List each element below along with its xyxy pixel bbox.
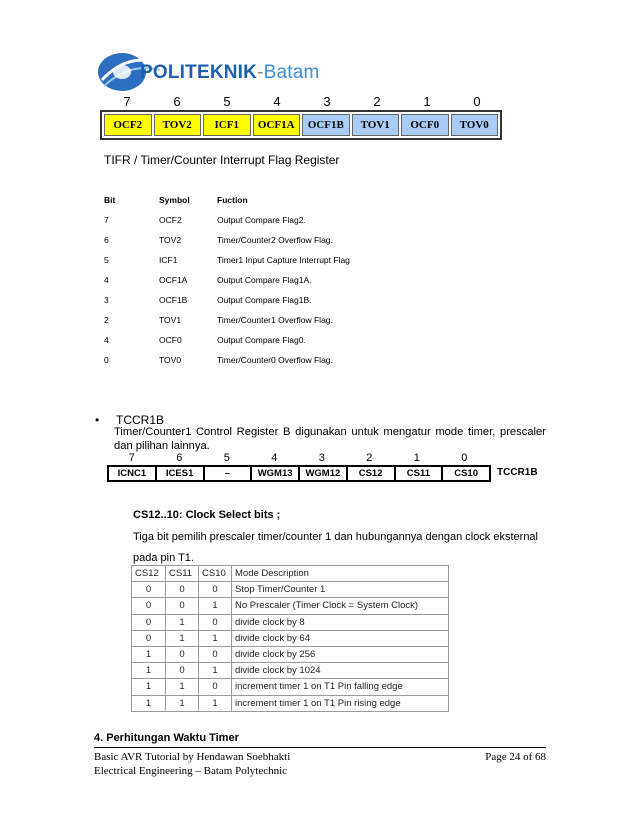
footer-divider (94, 747, 546, 748)
function-cell: Output Compare Flag1A. (217, 275, 312, 285)
mode-cell: divide clock by 8 (232, 614, 449, 630)
tifr-cell: OCF2 (104, 114, 152, 136)
function-cell: Output Compare Flag1B. (217, 295, 312, 305)
bit-cell: 7 (104, 215, 109, 225)
footer-line2: Electrical Engineering – Batam Polytechnic (94, 765, 288, 777)
table-row (132, 630, 449, 646)
symbol-cell: OCF2 (159, 215, 182, 225)
cs10-cell: 1 (199, 598, 232, 614)
bit-number: 7 (128, 452, 135, 464)
tccr1b-cell: CS11 (396, 467, 444, 480)
cs11-cell: 1 (166, 695, 199, 711)
cs12-cell: 1 (132, 695, 166, 711)
tccr1b-description: Timer/Counter1 Control Register B digunakan untuk mengatur mode timer, prescaler dan pilihan lainnya. (114, 426, 546, 452)
bit-cell: 4 (104, 275, 109, 285)
tccr1b-cell: ICNC1 (109, 467, 157, 480)
cs12-cell: 0 (132, 614, 166, 630)
header-symbol: Symbol (159, 195, 190, 205)
function-cell: Output Compare Flag2. (217, 215, 306, 225)
tccr1b-cell: – (205, 467, 253, 480)
tifr-cell: TOV2 (154, 114, 202, 136)
bit-cell: 2 (104, 315, 109, 325)
logo-text: POLITEKNIK-Batam (140, 62, 320, 83)
cs12-cell: 1 (132, 679, 166, 695)
tccr1b-cell: CS12 (348, 467, 396, 480)
function-cell: Timer/Counter2 Overflow Flag. (217, 235, 333, 245)
bit-number: 2 (373, 94, 381, 109)
cs11-cell: 0 (166, 598, 199, 614)
logo-part2: Batam (263, 62, 320, 83)
symbol-cell: TOV2 (159, 235, 182, 245)
tccr1b-register-name: TCCR1B (497, 467, 538, 478)
tccr1b-cell: CS10 (454, 468, 478, 479)
symbol-cell: OCF0 (159, 335, 182, 345)
symbol-cell: OCF1B (159, 295, 188, 305)
bit-number: 6 (173, 94, 181, 109)
bit-number: 7 (123, 94, 131, 109)
table-row (132, 663, 449, 679)
symbol-cell: TOV1 (159, 315, 182, 325)
bit-cell: 3 (104, 295, 109, 305)
mode-cell: divide clock by 1024 (232, 663, 449, 679)
bit-number: 1 (413, 452, 420, 464)
cs10-cell: 0 (199, 614, 232, 630)
cs10-cell: 1 (199, 695, 232, 711)
bit-cell: 5 (104, 255, 109, 265)
function-cell: Timer/Counter0 Overflow Flag. (217, 355, 333, 365)
tccr1b-cell: WGM12 (300, 467, 348, 480)
table-row (132, 614, 449, 630)
header-mode: Mode Description (232, 566, 449, 582)
mode-cell: divide clock by 256 (232, 646, 449, 662)
function-cell: Timer1 Input Capture Interrupt Flag (217, 255, 350, 265)
cs10-cell: 0 (199, 582, 232, 598)
bit-number: 0 (473, 94, 481, 109)
table-row (132, 582, 449, 598)
cs10-cell: 0 (199, 646, 232, 662)
mode-cell: No Prescaler (Timer Clock = System Clock) (232, 598, 449, 614)
cs11-cell: 1 (166, 679, 199, 695)
tccr1b-title: TCCR1B (116, 413, 165, 427)
bit-number: 1 (423, 94, 431, 109)
bit-cell: 4 (104, 335, 109, 345)
bit-cell: 6 (104, 235, 109, 245)
tifr-caption: TIFR / Timer/Counter Interrupt Flag Register (104, 153, 340, 167)
header-cs11: CS11 (166, 566, 199, 582)
bullet-icon: • (95, 413, 100, 427)
symbol-cell: ICF1 (159, 255, 178, 265)
cs12-cell: 1 (132, 663, 166, 679)
mode-cell: divide clock by 64 (232, 630, 449, 646)
cs12-cell: 0 (132, 598, 166, 614)
header-cs10: CS10 (199, 566, 232, 582)
tifr-bit-numbers (102, 94, 502, 109)
cs11-cell: 0 (166, 646, 199, 662)
table-row (132, 679, 449, 695)
bit-number: 0 (461, 452, 468, 464)
page-number: Page 24 of 68 (485, 751, 546, 763)
cs12-cell: 0 (132, 630, 166, 646)
cs11-cell: 0 (166, 582, 199, 598)
bit-number: 3 (318, 452, 325, 464)
table-row (132, 646, 449, 662)
cs11-cell: 1 (166, 614, 199, 630)
header-bit: Bit (104, 195, 116, 205)
table-row (132, 598, 449, 614)
symbol-cell: TOV0 (159, 355, 182, 365)
tccr1b-cell: WGM13 (252, 467, 300, 480)
bit-number: 4 (271, 452, 278, 464)
tccr1b-bit-numbers (108, 452, 488, 464)
function-cell: Timer/Counter1 Overflow Flag. (217, 315, 333, 325)
cs12-cell: 1 (132, 646, 166, 662)
cs11-cell: 0 (166, 663, 199, 679)
section-heading: 4. Perhitungan Waktu Timer (94, 732, 239, 744)
bit-number: 2 (366, 452, 373, 464)
tifr-cell: TOV1 (352, 114, 400, 136)
clock-select-description: Tiga bit pemilih prescaler timer/counter 1 dan hubungannya dengan clock eksternal pada pin T1. (133, 531, 538, 564)
tccr1b-register-diagram (107, 465, 491, 482)
bit-cell: 0 (104, 355, 109, 365)
tifr-cell: OCF0 (401, 114, 449, 136)
tifr-cell: ICF1 (203, 114, 251, 136)
tifr-cell: TOV0 (451, 114, 499, 136)
cs10-cell: 1 (199, 663, 232, 679)
clock-select-table (131, 565, 449, 712)
mode-cell: increment timer 1 on T1 Pin falling edge (232, 679, 449, 695)
function-cell: Output Compare Flag0. (217, 335, 306, 345)
cs10-cell: 1 (199, 630, 232, 646)
cs11-cell: 1 (166, 630, 199, 646)
bit-number: 5 (223, 452, 230, 464)
mode-cell: increment timer 1 on T1 Pin rising edge (232, 695, 449, 711)
table-row (132, 695, 449, 711)
header-function: Fuction (217, 195, 248, 205)
bit-number: 4 (273, 94, 281, 109)
symbol-cell: OCF1A (159, 275, 188, 285)
bit-number: 3 (323, 94, 331, 109)
cs10-cell: 0 (199, 679, 232, 695)
bit-number: 5 (223, 94, 231, 109)
bit-number: 6 (176, 452, 183, 464)
tifr-cell: OCF1A (253, 114, 301, 136)
tifr-register-diagram (100, 110, 502, 140)
tifr-cell: OCF1B (302, 114, 350, 136)
cs12-cell: 0 (132, 582, 166, 598)
logo-part1: POLITEKNIK (140, 62, 258, 83)
clock-select-heading: CS12..10: Clock Select bits ; (133, 509, 281, 521)
mode-cell: Stop Timer/Counter 1 (232, 582, 449, 598)
tccr1b-cell: ICES1 (157, 467, 205, 480)
footer-line1: Basic AVR Tutorial by Hendawan Soebhakti (94, 751, 291, 763)
table-header-row (132, 566, 449, 582)
header-cs12: CS12 (132, 566, 166, 582)
